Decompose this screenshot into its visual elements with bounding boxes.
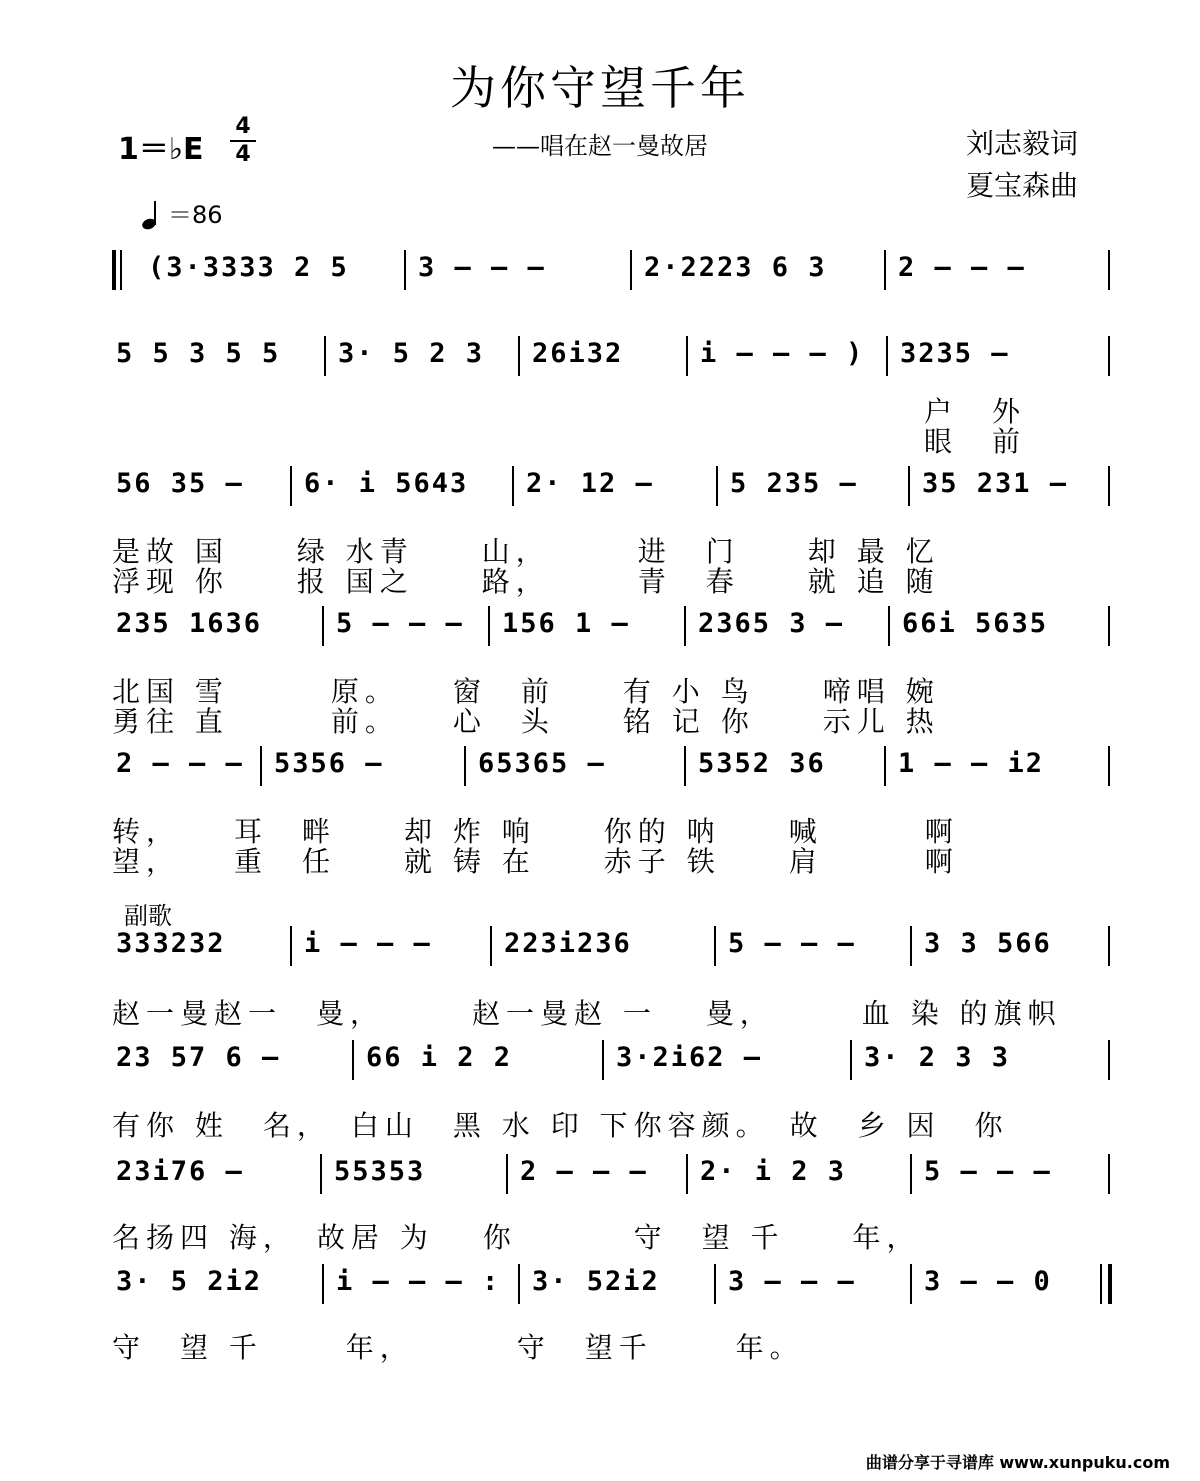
song-title: 为你守望千年 — [450, 61, 750, 115]
measure-notes: 5 — — — — [728, 928, 856, 959]
barline — [322, 606, 324, 646]
barline — [290, 926, 292, 966]
barline — [686, 1154, 688, 1194]
quarter-note-icon — [142, 203, 158, 229]
barline — [488, 606, 490, 646]
score-row — [112, 606, 1112, 646]
barline — [850, 1040, 852, 1080]
barline — [324, 336, 326, 376]
meter-bottom: 4 — [235, 142, 251, 167]
barline — [518, 1264, 520, 1304]
score-row — [112, 1264, 1112, 1304]
barline — [888, 606, 890, 646]
chorus-label: 副歌 — [124, 902, 172, 930]
measure-notes: 56 35 — — [116, 468, 244, 499]
measure-notes: 3· 5 2i2 — [116, 1266, 263, 1297]
measure-notes: i — — — : — [336, 1266, 501, 1297]
barline — [602, 1040, 604, 1080]
measure-notes: (3·3333 2 5 — [148, 252, 349, 283]
lyric-line: 眼 前 — [924, 425, 1027, 458]
time-signature — [228, 116, 258, 166]
barline — [684, 606, 686, 646]
lyric-line: 守 望 千 年， 守 望千 年。 — [112, 1331, 804, 1364]
measure-notes: 3 — — 0 — [924, 1266, 1052, 1297]
measure-notes: 223i236 — [504, 928, 632, 959]
measure-notes: 3 — — — — [418, 252, 546, 283]
barline — [1108, 466, 1110, 506]
barline — [884, 746, 886, 786]
score-row — [112, 466, 1112, 506]
lyric-line: 赵一曼赵一 曼， 赵一曼赵 一 曼， 血 染 的旗帜 — [112, 997, 1062, 1030]
barline — [1108, 1264, 1112, 1304]
measure-notes: 3235 — — [900, 338, 1010, 369]
measure-notes: 5 235 — — [730, 468, 858, 499]
measure-notes: 3· 52i2 — [532, 1266, 660, 1297]
barline — [714, 1264, 716, 1304]
score-row — [112, 1040, 1112, 1080]
barline — [716, 466, 718, 506]
measure-notes: 2 — — — — [520, 1156, 648, 1187]
measure-notes: 2· i 2 3 — [700, 1156, 847, 1187]
barline — [1108, 746, 1110, 786]
measure-notes: 3 — — — — [728, 1266, 856, 1297]
barline — [464, 746, 466, 786]
measure-notes: 5356 — — [274, 748, 384, 779]
lyric-line: 名扬四 海， 故居 为 你 守 望 千 年， — [112, 1221, 921, 1254]
measure-notes: 2 — — — — [898, 252, 1026, 283]
barline — [910, 1154, 912, 1194]
subtitle: ——唱在赵一曼故居 — [492, 132, 708, 160]
barline — [512, 466, 514, 506]
tempo-marking — [142, 195, 223, 230]
lyric-line: 有你 姓 名， 白山 黑 水 印 下你容颜。 故 乡 因 你 — [112, 1109, 1009, 1142]
barline — [714, 926, 716, 966]
measure-notes: 3 3 566 — [924, 928, 1052, 959]
key-signature: 1＝♭E — [118, 132, 204, 167]
composer-credit: 夏宝森曲 — [966, 169, 1079, 202]
barline — [518, 336, 520, 376]
lyric-line: 是故 国 绿 水青 山， 进 门 却 最 忆 — [112, 535, 940, 568]
barline — [260, 746, 262, 786]
measure-notes: 26i32 — [532, 338, 624, 369]
measure-notes: i — — — ) — [700, 338, 865, 369]
measure-notes: 65365 — — [478, 748, 606, 779]
barline — [910, 1264, 912, 1304]
barline — [404, 250, 406, 290]
barline — [884, 250, 886, 290]
measure-notes: 35 231 — — [922, 468, 1069, 499]
barline — [1108, 926, 1110, 966]
score-row — [112, 336, 1112, 376]
measure-notes: 5352 36 — [698, 748, 826, 779]
lyric-line: 户 外 — [924, 395, 1027, 428]
lyric-line: 北国 雪 原。 窗 前 有 小 鸟 啼唱 婉 — [112, 675, 940, 708]
measure-notes: 66i 5635 — [902, 608, 1049, 639]
measure-notes: i — — — — [304, 928, 432, 959]
measure-notes: 1 — — i2 — [898, 748, 1045, 779]
meter-top: 4 — [235, 114, 251, 139]
measure-notes: 2· 12 — — [526, 468, 654, 499]
measure-notes: 2365 3 — — [698, 608, 845, 639]
measure-notes: 5 — — — — [924, 1156, 1052, 1187]
barline — [1108, 606, 1110, 646]
lyric-line: 勇往 直 前。 心 头 铭 记 你 示儿 热 — [112, 705, 940, 738]
measure-notes: 156 1 — — [502, 608, 630, 639]
barline — [290, 466, 292, 506]
lyric-line: 浮现 你 报 国之 路， 青 春 就 追 随 — [112, 565, 940, 598]
measure-notes: 3· 2 3 3 — [864, 1042, 1011, 1073]
barline — [320, 1154, 322, 1194]
barline — [686, 336, 688, 376]
barline — [322, 1264, 324, 1304]
barline — [1108, 1154, 1110, 1194]
measure-notes: 3· 5 2 3 — [338, 338, 485, 369]
measure-notes: 55353 — [334, 1156, 426, 1187]
footer-credit: 曲谱分享于寻谱库 www.xunpuku.com — [865, 1453, 1170, 1472]
measure-notes: 66 i 2 2 — [366, 1042, 513, 1073]
barline — [506, 1154, 508, 1194]
measure-notes: 3·2i62 — — [616, 1042, 763, 1073]
barline — [1108, 1040, 1110, 1080]
score-row — [112, 1154, 1112, 1194]
measure-notes: 333232 — [116, 928, 226, 959]
barline — [684, 746, 686, 786]
lyricist-credit: 刘志毅词 — [966, 127, 1079, 160]
barline — [1108, 336, 1110, 376]
barline — [910, 926, 912, 966]
lyric-line: 望， 重 任 就 铸 在 赤子 铁 肩 啊 — [112, 845, 959, 878]
score-row — [112, 250, 1112, 290]
lyric-line: 转， 耳 畔 却 炸 响 你的 呐 喊 啊 — [112, 815, 959, 848]
barline — [886, 336, 888, 376]
barline — [352, 1040, 354, 1080]
barline — [630, 250, 632, 290]
tempo-value: ＝86 — [168, 201, 223, 229]
measure-notes: 23i76 — — [116, 1156, 244, 1187]
final-barline — [1100, 1264, 1102, 1304]
barline — [908, 466, 910, 506]
score-row — [112, 926, 1112, 966]
measure-notes: 235 1636 — [116, 608, 263, 639]
measure-notes: 5 5 3 5 5 — [116, 338, 281, 369]
barline — [490, 926, 492, 966]
measure-notes: 23 57 6 — — [116, 1042, 281, 1073]
measure-notes: 6· i 5643 — [304, 468, 469, 499]
measure-notes: 2 — — — — [116, 748, 244, 779]
measure-notes: 2·2223 6 3 — [644, 252, 827, 283]
barline — [1108, 250, 1110, 290]
measure-notes: 5 — — — — [336, 608, 464, 639]
score-row — [112, 746, 1112, 786]
